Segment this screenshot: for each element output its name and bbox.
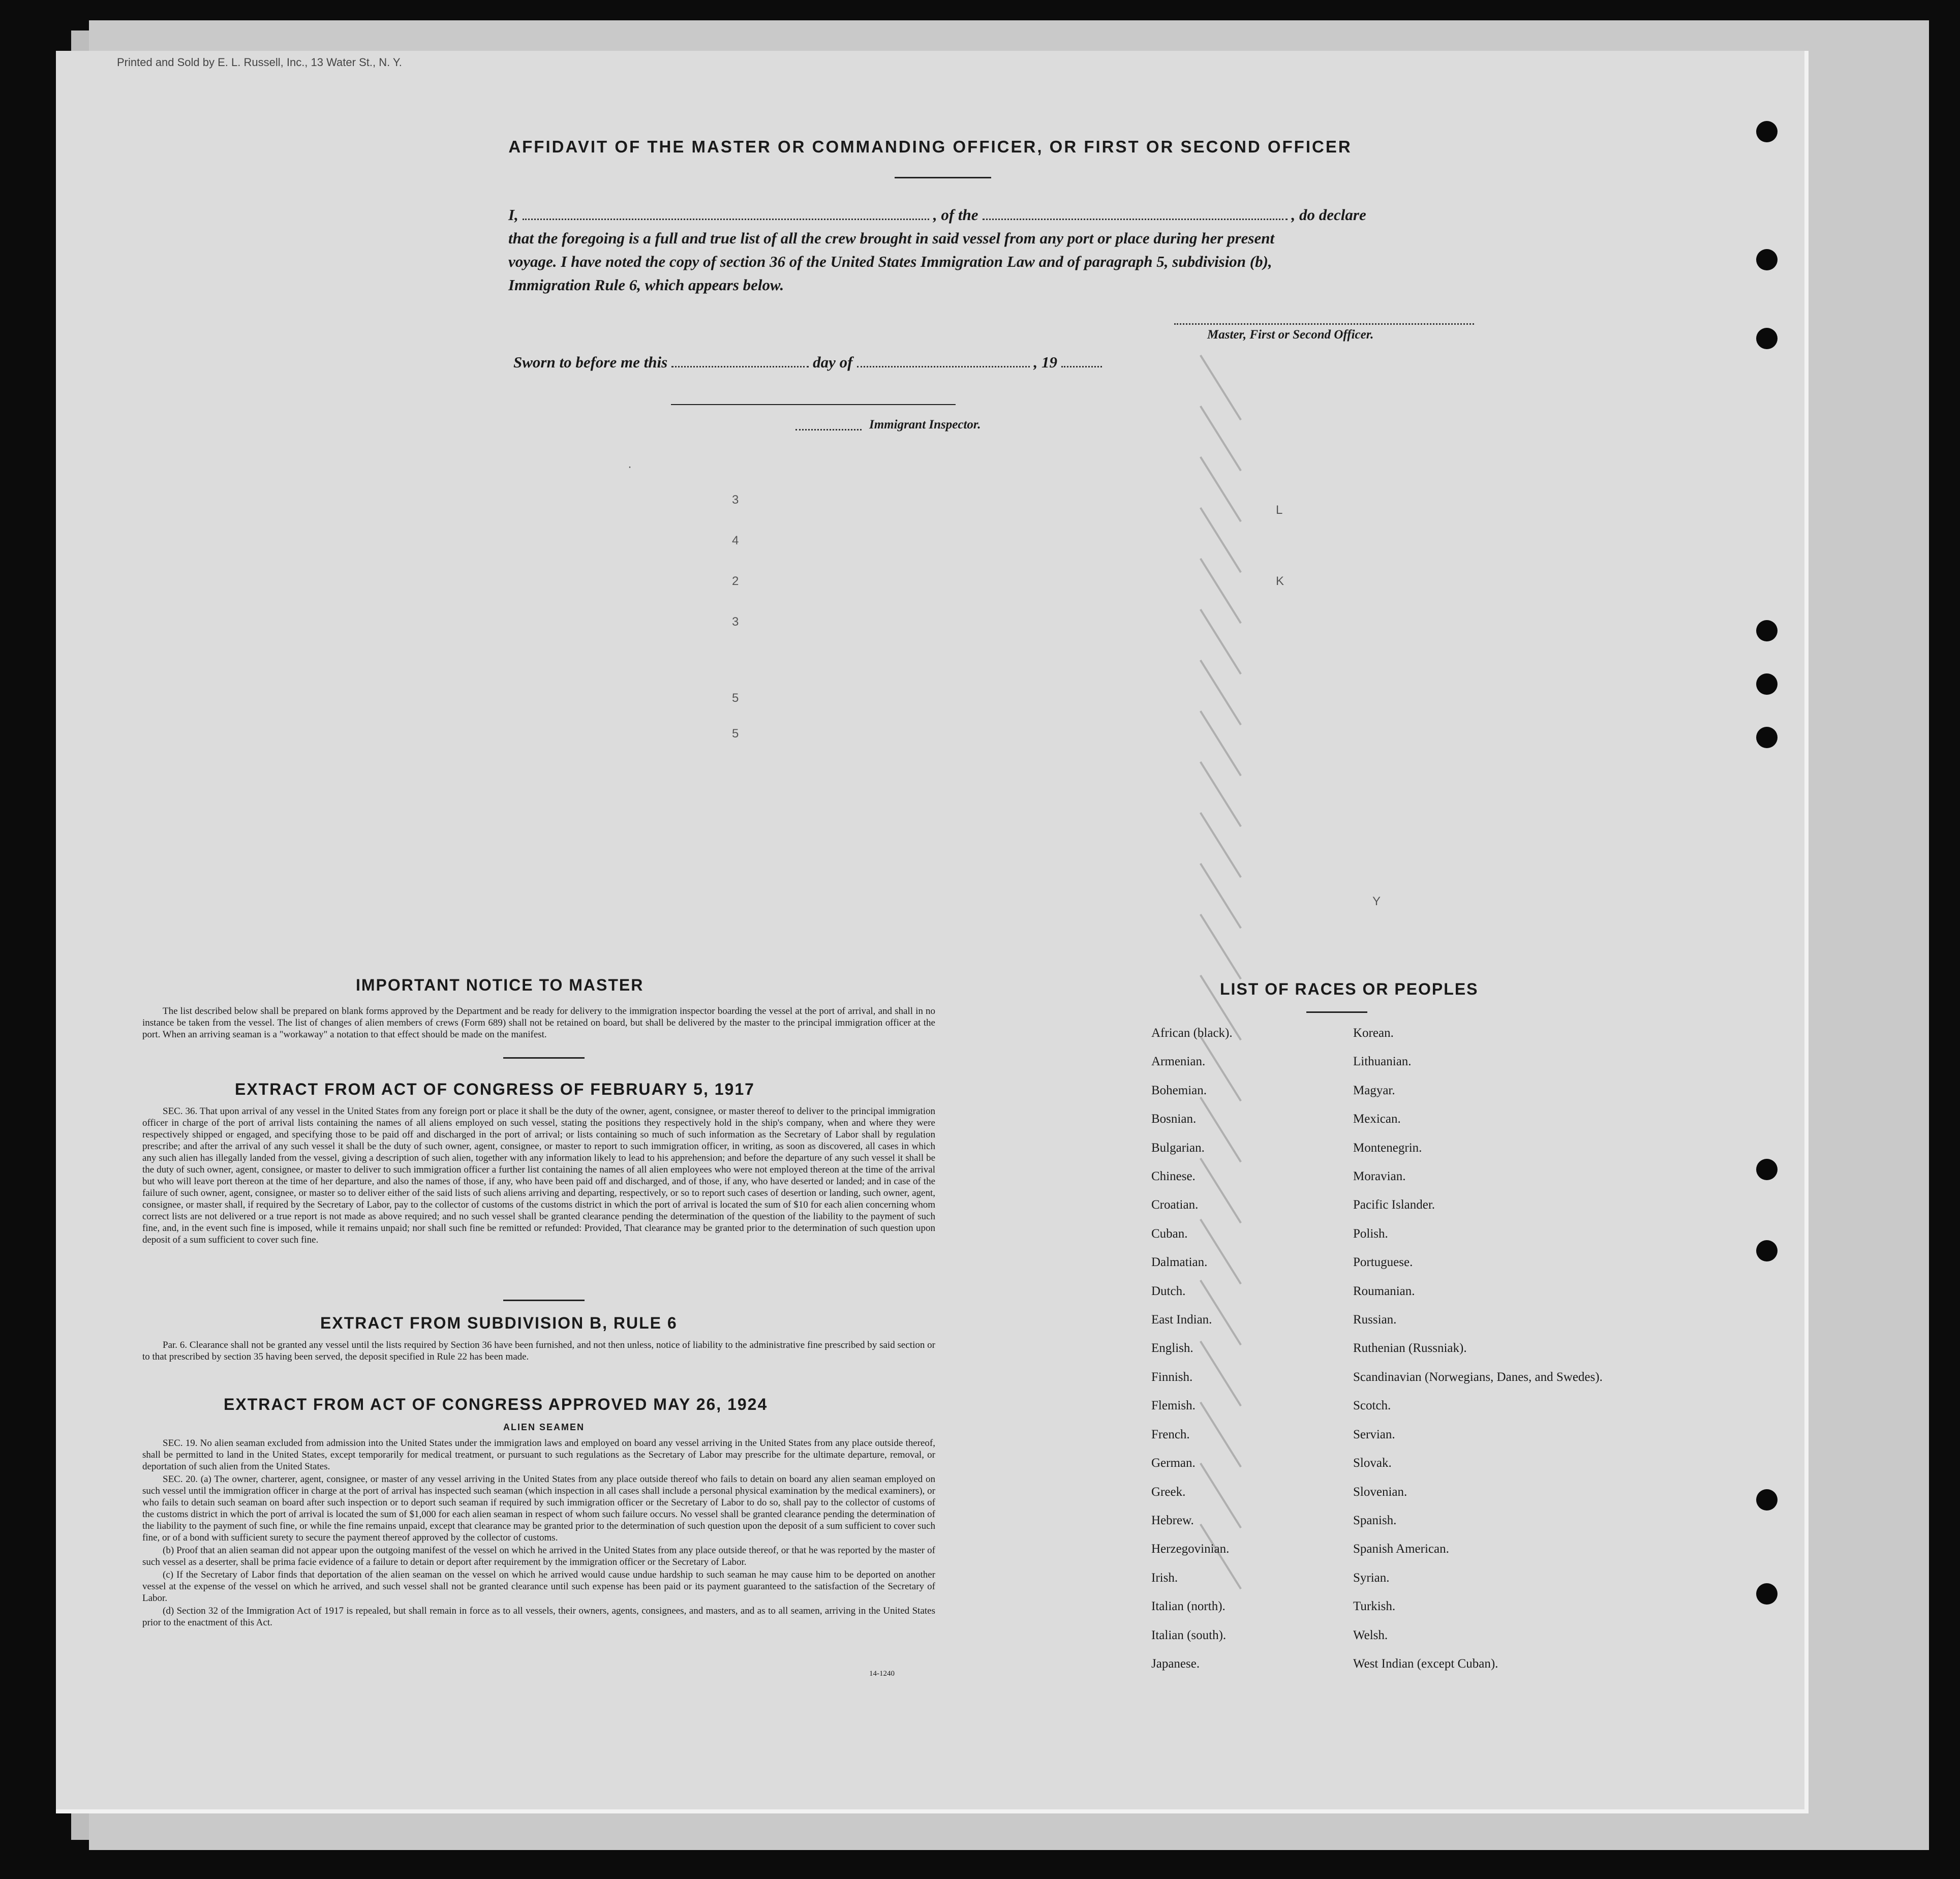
notice-rule	[503, 1057, 585, 1059]
race-item: Montenegrin.	[1353, 1141, 1422, 1155]
year-blank	[1061, 363, 1102, 367]
race-item: Spanish American.	[1353, 1542, 1449, 1556]
race-item: French.	[1151, 1427, 1190, 1441]
punch-hole	[1756, 1489, 1778, 1511]
race-item: African (black).	[1151, 1026, 1233, 1040]
race-item: Slovenian.	[1353, 1485, 1407, 1499]
race-item: Welsh.	[1353, 1628, 1388, 1642]
punch-hole	[1756, 1240, 1778, 1261]
affidavit-i: I,	[508, 206, 518, 224]
affidavit-declare: , do declare	[1291, 206, 1366, 224]
race-item: Ruthenian (Russniak).	[1353, 1341, 1467, 1356]
race-item: Scotch.	[1353, 1399, 1391, 1413]
day-blank	[671, 363, 809, 367]
race-item: Dalmatian.	[1151, 1255, 1208, 1270]
race-item: Mexican.	[1353, 1112, 1401, 1126]
race-item: Turkish.	[1353, 1599, 1396, 1614]
month-blank	[857, 363, 1030, 367]
sworn-day-of: day of	[813, 353, 853, 371]
punch-hole	[1756, 121, 1778, 142]
affidavit-title: AFFIDAVIT OF THE MASTER OR COMMANDING OFFICER, OR FIRST OR SECOND OFFICER	[508, 137, 1352, 156]
vessel-blank	[983, 215, 1288, 220]
punch-hole	[1756, 727, 1778, 748]
punch-hole	[1756, 1159, 1778, 1180]
race-item: Japanese.	[1151, 1656, 1200, 1671]
extract-1917-rule	[503, 1300, 585, 1301]
races-title: LIST OF RACES OR PEOPLES	[1220, 980, 1479, 998]
race-item: Greek.	[1151, 1485, 1186, 1499]
race-item: Chinese.	[1151, 1169, 1196, 1184]
affidavit-line-3: voyage. I have noted the copy of section 36 of the United States Immigration Law and of paragraph 5, subdivision (b),	[508, 253, 1272, 270]
race-item: Dutch.	[1151, 1284, 1186, 1298]
punch-hole	[1756, 249, 1778, 270]
races-right-column	[1353, 1019, 1603, 1678]
affidavit-line-2: that the foregoing is a full and true list of all the crew brought in said vessel from any port or place during her present	[508, 229, 1275, 247]
race-item: Slovak.	[1353, 1456, 1392, 1470]
extract-rule6-text	[142, 1339, 935, 1364]
form-number: 14-1240	[869, 1670, 895, 1678]
affidavit-line-4: Immigration Rule 6, which appears below.	[508, 276, 784, 294]
race-item: Scandinavian (Norwegians, Danes, and Swedes).	[1353, 1370, 1603, 1384]
affidavit-of-the: , of the	[933, 206, 978, 224]
race-item: Korean.	[1353, 1026, 1394, 1040]
race-item: Hebrew.	[1151, 1513, 1194, 1527]
extract-1924-title: EXTRACT FROM ACT OF CONGRESS APPROVED MAY 26, 1924	[224, 1395, 768, 1413]
races-rule	[1306, 1011, 1367, 1013]
race-item: Irish.	[1151, 1570, 1178, 1585]
race-item: Cuban.	[1151, 1226, 1188, 1241]
extract-1924-text	[142, 1437, 935, 1629]
race-item: Italian (north).	[1151, 1599, 1226, 1614]
race-item: Herzegovinian.	[1151, 1542, 1230, 1556]
notice-title: IMPORTANT NOTICE TO MASTER	[356, 976, 644, 994]
extract-1917-paragraph: SEC. 36. That upon arrival of any vessel in the United States from any foreign port or place it shall be the duty of the owner, agent, consignee, or master thereof to deliver to the principal immigration officer in charge of the port of arrival lists containing the names of all aliens employed on such vessel, stating the positions they respectively hold in the ship's company, when and where they were respectively shipped or engaged, and specifying those to be paid off and discharged in the port of arrival; or lists containing so much of such information as the Secretary of Labor shall by regulation prescribe; and after the arrival of any such vessel it shall be the duty of such owner, agent, consignee, or master to report to such immigration officer, in writing, as soon as discovered, all cases in which any such alien has illegally landed from the vessel, giving a description of such alien, together with any information likely to lead to his apprehension; and before the departure of any such vessel it shall be the duty of such owner, agent, consignee, or master to deliver to such immigration officer a further list containing the names of all alien employees who were not employed thereon at the time of the arrival but who will leave port thereon at the time of her departure, and also the names of those, if any, who have been paid off and discharged, and of those, if any, who have deserted or landed; and in case of the failure of such owner, agent, consignee, or master so to deliver either of the said lists of such aliens arriving and departing, respectively, or so to report such cases of desertion or landing, such owner, agent, consignee, or master shall, if required by the Secretary of Labor, pay to the collector of customs of the customs district in which the port of arrival is located the sum of $10 for each alien concerning whom correct lists are not delivered or a true report is not made as above required; and no such vessel shall be granted clearance pending the determination of the question of the liability to the payment of such fine, and, in the event such fine is imposed, while it remains unpaid; nor shall such fine be remitted or refunded: Provided, That clearance may be granted prior to the determination of such question upon deposit of a sum sufficient to cover such fine.	[142, 1106, 935, 1245]
race-item: Italian (south).	[1151, 1628, 1227, 1642]
notice-paragraph: The list described below shall be prepared on blank forms approved by the Department and be ready for delivery to the immigration inspector boarding the vessel at the port of arrival, and shall in no instance be taken from the vessel. The list of changes of alien members of crews (Form 689) shall not be retained on board, but shall be delivered by the master to the principal immigration officer at the port. When an arriving seaman is a "workaway" a notation to that effect should be made on the manifest.	[142, 1006, 935, 1040]
race-item: Croatian.	[1151, 1198, 1199, 1212]
sec-20d-paragraph: (d) Section 32 of the Immigration Act of 1917 is repealed, but shall remain in force as to all vessels, their owners, agents, consignees, and masters, and as to all seamen, arriving in the United States prior to the enactment of this Act.	[142, 1606, 935, 1628]
imprint: Printed and Sold by E. L. Russell, Inc., 13 Water St., N. Y.	[117, 56, 402, 69]
race-item: Bosnian.	[1151, 1112, 1197, 1126]
inspector-label: Immigrant Inspector.	[869, 418, 981, 432]
notice-text	[142, 1005, 935, 1041]
race-item: Magyar.	[1353, 1083, 1395, 1097]
race-item: German.	[1151, 1456, 1196, 1470]
race-item: Roumanian.	[1353, 1284, 1415, 1298]
race-item: Moravian.	[1353, 1169, 1406, 1184]
affidavit-line-1	[508, 203, 1525, 227]
extract-rule6-title: EXTRACT FROM SUBDIVISION B, RULE 6	[320, 1314, 678, 1332]
race-item: Spanish.	[1353, 1513, 1397, 1527]
sworn-line	[513, 351, 1225, 374]
punch-hole	[1756, 673, 1778, 695]
race-item: Polish.	[1353, 1226, 1388, 1241]
race-item: Finnish.	[1151, 1370, 1193, 1384]
punch-hole	[1756, 1583, 1778, 1605]
race-item: Portuguese.	[1353, 1255, 1413, 1270]
manifest-page: Printed and Sold by E. L. Russell, Inc., 13 Water St., N. Y. AFFIDAVIT OF THE MASTER OR COMMANDING OFFICER, OR FIRST OR SECOND OFFICER I, , of the , do declare that the foregoing is a full and true list of all the crew brought in said vessel from any port or place during her present voyage. I have noted the copy of section 36 of the United States Immigration Law and of paragraph 5, subdivision (b), Immigration Rule 6, which appears below. Master, First or Second Officer. Sworn to before me this day of , 19 Immigrant Inspector. · 3 4 2 3 5 5 L K Y IMPORTANT NOTICE TO MASTER The list described below shall be prepared on blank forms approved by the Department and be ready for delivery to the immigration inspector boarding the vessel at the port of arrival, and shall in no instance be taken from the vessel. The list of changes of alien members of crews (Form 689) shall not be retained on board, but shall be delivered by the master to the principal immigration officer at the port. When an arriving seaman is a "workaway" a notation to that effect should be made on the manifest. EXTRACT FROM ACT OF CONGRESS OF FEBRUARY 5, 1917 SEC. 36. That upon arrival of any vessel in the United States from any foreign port or place it shall be the duty of the owner, agent, consignee, or master thereof to deliver to the principal immigration officer in charge of the port of arrival lists containing the names of all aliens employed on such vessel, stating the positions they respectively hold in the ship's company, when and where they were respectively shipped or engaged, and specifying those to be paid off and discharged in the port of arrival; or lists containing so much of such information as the Secretary of Labor shall by regulation prescribe; and after the arrival of any such vessel it shall be the duty of such owner, agent, consignee, or master to report to such immigration officer, in writing, as soon as discovered, all cases in which any such alien has illegally landed from the vessel, giving a description of such alien, together with any information likely to lead to his apprehension; and before the departure of any such vessel it shall be the duty of such owner, agent, consignee, or master to deliver to such immigration officer a further list containing the names of all alien employees who were not employed thereon at the time of the arrival but who will leave port thereon at the time of her departure, and also the names of those, if any, who have been paid off and discharged, and of those, if any, who have deserted or landed; and in case of the failure of such owner, agent, consignee, or master so to deliver either of the said lists of such aliens arriving and departing, respectively, or so to report such cases of desertion or landing, such owner, agent, consignee, or master shall, if required by the Secretary of Labor, pay to the collector of customs of the customs district in which the port of arrival is located the sum of $10 for each alien concerning whom correct lists are not delivered or a true report is not made as above required; and no such vessel shall be granted clearance pending the determination of the question of the liability to the payment of such fine, and, in the event such fine is imposed, while it remains unpaid; nor shall such fine be remitted or refunded: Provided, That clearance may be granted prior to the determination of such question upon deposit of a sum sufficient to cover such fine. EXTRACT FROM SUBDIVISION B, RULE 6 Par. 6. Clearance shall not be granted any vessel until the lists required by Section 36 have been furnished, and not then unless, notice of liability to the administrative fine prescribed by said section or to that prescribed by section 35 having been served, the deposit specified in Rule 22 has been made. EXTRACT FROM ACT OF CONGRESS APPROVED MAY 26, 1924 ALIEN SEAMEN SEC. 19. No alien seaman excluded from admission into the United States under the immigration laws and employed on board any vessel arriving in the United States from any place outside thereof, shall be permitted to land in the United States, except temporarily for medical treatment, or pursuant to such regulations as the Secretary of Labor may prescribe for the ultimate departure, removal, or deportation of such alien from the United States. SEC. 20. (a) The owner, charterer, agent, consignee, or master of any vessel arriving in the United States from any place outside thereof who fails to detain on board any alien seaman employed on such vessel until the immigration officer in charge at the port of arrival has inspected such seaman (which inspection in all cases shall include a personal physical examination by the medical examiners), or who fails to detain such seaman on board after such inspection or to deport such seaman if required by such immigration officer or the Secretary of Labor to do so, shall pay to the collector of customs of the customs district in which the port of arrival is located the sum of $1,000 for each alien seaman in respect of whom such failure occurs. No vessel shall be granted clearance pending the determination of the liability to the payment of such fine, or while the fine remains unpaid, except that clearance may be granted prior to the determination of such question upon the deposit of a sum sufficient to cover such fine, or of a bond with sufficient surety to secure the payment thereof approved by the collector of customs. (b) Proof that an alien seaman did not appear upon the outgoing manifest of the vessel on which he arrived in the United States from any place outside thereof, or that he was reported by the master of such vessel as a deserter, shall be prima facie evidence of a failure to detain or deport after requirement by the immigration officer or the Secretary of Labor. (c) If the Secretary of Labor finds that deportation of the alien seaman on the vessel on which he arrived would cause undue hardship to such seaman he may cause him to be deported on another vessel at the expense of the vessel on which he arrived, and such vessel shall not be granted clearance until such expense has been paid or its payment guaranteed to the satisfaction of the Secretary of Labor. (d) Section 32 of the Immigration Act of 1917 is repealed, but shall remain in force as to all vessels, their owners, agents, consignees, and masters, and as to all seamen, arriving in the United States prior to the enactment of this Act. 14-1240 LIST OF RACES OR PEOPLES African (black). Armenian. Bohemian. Bosnian. Bulgarian. Chinese. Croatian. Cuban. Dalmatian. Dutch. East Indian. English. Finnish. Flemish. French. German. Greek. Hebrew. Herzegovinian. Irish. Italian (north). Italian (south). Japanese. Korean. Lithuanian. Magyar. Mexican. Montenegrin. Moravian. Pacific Islander. Polish. Portuguese. Roumanian. Russian. Ruthenian (Russniak). Scandinavian (Norwegians, Danes, and Swedes). Scotch. Servian. Slovak. Slovenian. Spanish. Spanish American. Syrian. Turkish. Welsh. West Indian (except Cuban).	[56, 51, 1809, 1813]
name-blank	[523, 215, 929, 220]
signature-label: Master, First or Second Officer.	[1207, 328, 1374, 342]
signature-blank	[1174, 320, 1474, 325]
race-item: Russian.	[1353, 1313, 1397, 1327]
race-item: Bulgarian.	[1151, 1141, 1205, 1155]
race-item: West Indian (except Cuban).	[1353, 1656, 1498, 1671]
race-item: English.	[1151, 1341, 1193, 1356]
race-item: Flemish.	[1151, 1399, 1196, 1413]
sec-19-paragraph: SEC. 19. No alien seaman excluded from admission into the United States under the immigration laws and employed on board any vessel arriving in the United States from any place outside thereof, shall be permitted to land in the United States, except temporarily for medical treatment, or pursuant to such regulations as the Secretary of Labor may prescribe for the ultimate departure, removal, or deportation of such alien from the United States.	[142, 1438, 935, 1472]
race-item: Bohemian.	[1151, 1083, 1207, 1097]
punch-hole	[1756, 620, 1778, 641]
extract-rule6-paragraph: Par. 6. Clearance shall not be granted any vessel until the lists required by Section 36 have been furnished, and not then unless, notice of liability to the administrative fine prescribed by said section or to that prescribed by section 35 having been served, the deposit specified in Rule 22 has been made.	[142, 1340, 935, 1362]
race-item: Syrian.	[1353, 1570, 1390, 1585]
races-left-column	[1151, 1019, 1233, 1678]
sworn-year: , 19	[1033, 353, 1057, 371]
race-item: Armenian.	[1151, 1055, 1206, 1069]
extract-1917-text	[142, 1105, 935, 1247]
alien-seamen-subtitle: ALIEN SEAMEN	[503, 1422, 585, 1432]
inspector-blank	[795, 426, 862, 430]
extract-1917-title: EXTRACT FROM ACT OF CONGRESS OF FEBRUARY 5, 1917	[235, 1080, 755, 1098]
sec-20a-paragraph: SEC. 20. (a) The owner, charterer, agent, consignee, or master of any vessel arriving in the United States from any place outside thereof who fails to detain on board any alien seaman employed on such vessel until the immigration officer in charge at the port of arrival has inspected such seaman (which inspection in all cases shall include a personal physical examination by the medical examiners), or who fails to detain such seaman on board after such inspection or to deport such seaman if required by such immigration officer or the Secretary of Labor to do so, shall pay to the collector of customs of the customs district in which the port of arrival is located the sum of $1,000 for each alien seaman in respect of whom such failure occurs. No vessel shall be granted clearance pending the determination of the liability to the payment of such fine, or while the fine remains unpaid, except that clearance may be granted prior to the determination of such question upon the deposit of a sum sufficient to cover such fine, or of a bond with sufficient surety to secure the payment thereof approved by the collector of customs.	[142, 1474, 935, 1543]
race-item: Lithuanian.	[1353, 1055, 1412, 1069]
race-item: East Indian.	[1151, 1313, 1212, 1327]
race-item: Pacific Islander.	[1353, 1198, 1435, 1212]
punch-hole	[1756, 328, 1778, 349]
sec-20c-paragraph: (c) If the Secretary of Labor finds that deportation of the alien seaman on the vessel on which he arrived would cause undue hardship to such seaman he may cause him to be deported on another vessel at the expense of the vessel on which he arrived, and such vessel shall not be granted clearance until such expense has been paid or its payment guaranteed to the satisfaction of the Secretary of Labor.	[142, 1569, 935, 1604]
race-item: Servian.	[1353, 1427, 1395, 1441]
inspector-rule	[671, 404, 956, 405]
title-rule	[895, 177, 991, 178]
sworn-text: Sworn to before me this	[513, 353, 668, 371]
sec-20b-paragraph: (b) Proof that an alien seaman did not appear upon the outgoing manifest of the vessel on which he arrived in the United States from any place outside thereof, or that he was reported by the master of such vessel as a deserter, shall be prima facie evidence of a failure to detain or deport after requirement by the immigration officer or the Secretary of Labor.	[142, 1545, 935, 1567]
